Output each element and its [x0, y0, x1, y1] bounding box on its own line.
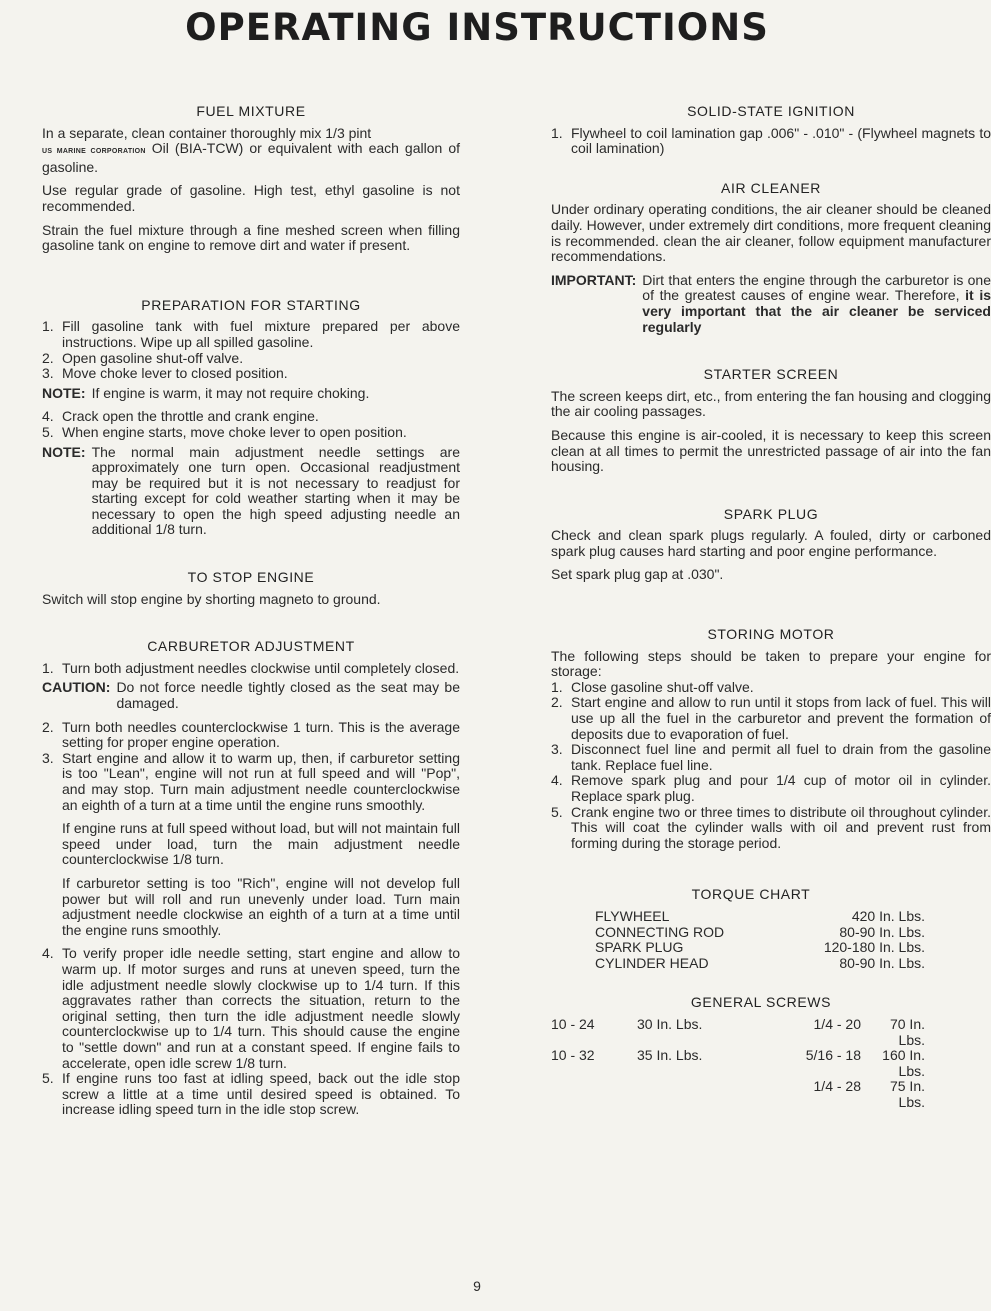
storing-section — [551, 627, 991, 851]
air-cleaner-section — [551, 181, 991, 335]
brand-name: US MARINE CORPORATION — [42, 148, 146, 156]
storing-intro: The following steps should be taken to prepare your engine for storage: — [551, 647, 991, 680]
list-item: 1. Turn both adjustment needles clockwise until completely closed. — [42, 659, 460, 676]
general-screws-heading: GENERAL SCREWS — [690, 994, 832, 1011]
torque-table — [595, 909, 925, 971]
table-cell: 80-90 In. Lbs. — [839, 923, 925, 940]
table-cell: 10 - 32 — [551, 1047, 595, 1064]
starter-screen-heading: STARTER SCREEN — [703, 366, 839, 383]
stop-engine-heading: TO STOP ENGINE — [187, 569, 315, 586]
ignition-heading: SOLID-STATE IGNITION — [687, 103, 855, 119]
list-item: 3. Move choke lever to closed position. — [42, 365, 288, 382]
list-item: 5. Crank engine two or three times to distribute oil throughout cylinder. This will coat the cylinder walls with oil and prevent rust from forming during the storage period. — [551, 803, 991, 851]
table-cell: 80-90 In. Lbs. — [839, 954, 925, 971]
spark-plug-heading: SPARK PLUG — [723, 505, 819, 522]
page-title: OPERATING INSTRUCTIONS — [185, 6, 769, 49]
fuel-mixture-para-2: Use regular grade of gasoline. High test, ethyl gasoline is not recommended. — [42, 182, 460, 214]
table-cell: 1/4 - 20 — [813, 1015, 861, 1032]
fuel-mixture-heading: FUEL MIXTURE — [196, 103, 306, 119]
stop-engine-section — [42, 570, 460, 607]
table-cell: 35 In. Lbs. — [637, 1047, 703, 1064]
screws-table — [551, 1017, 991, 1111]
list-item: 4. To verify proper idle needle setting, start engine and allow to warm up. If motor surges and runs at uneven speed, turn the idle adjustment needle slowly clockwise up to 1/4 turn. If this aggravates rather than corrects the situation, return to the original setting, then turn the idle adjustment needle slowly counterclockwise up to 1/4 turn. This should cause the engine to "settle down" and run at a constant speed. If engine fails to accelerate, open idle screw 1/8 turn. — [42, 945, 460, 1071]
carburetor-para-rich: If carburetor setting is too "Rich", engine will not develop full power but will roll and run unevenly under load. Turn main adjustment needle clockwise an eighth of a turn at a time until the engine runs smoothly. — [62, 874, 460, 938]
note-needle-settings: NOTE: The normal main adjustment needle settings are approximately one turn open. Occasional readjustment may be required but it is not necessary to readjust for starting except for cold weather starting when it may be necessary to open the high speed adjusting needle an additional 1/8 turn. — [42, 443, 460, 538]
table-cell: CONNECTING ROD — [595, 923, 725, 940]
list-item: 2. Open gasoline shut-off valve. — [42, 349, 244, 366]
page-number: 9 — [473, 1278, 481, 1294]
table-cell: 160 In. Lbs. — [882, 1047, 925, 1079]
starter-screen-para-2: Because this engine is air-cooled, it is necessary to keep this screen clean at all times to permit the unrestricted passage of air into the fan housing. — [551, 426, 991, 475]
fuel-mixture-para-3: Strain the fuel mixture through a fine meshed screen when filling gasoline tank on engine to remove dirt and water if present. — [42, 221, 460, 254]
starter-screen-section — [551, 367, 991, 475]
table-cell — [637, 1079, 787, 1110]
table-cell: SPARK PLUG — [595, 939, 684, 956]
list-item: 5. When engine starts, move choke lever to open position. — [42, 423, 407, 440]
list-item: 3. Start engine and allow it to warm up, then, if carburetor setting is too "Lean", engine will not run at full speed and will "Pop", and may stop. Turn main adjustment needle counterclockwise an eighth of a turn at a time until the engine runs smoothly. — [42, 749, 460, 813]
table-cell: CYLINDER HEAD — [595, 954, 709, 971]
air-cleaner-para: Under ordinary operating conditions, the air cleaner should be cleaned daily. However, under extremely dirt conditions, more frequent cleaning is recommended. clean the air cleaner, follow equipment manufacturer recommendations. — [551, 201, 991, 265]
stop-engine-text: Switch will stop engine by shorting magneto to ground. — [42, 590, 381, 607]
table-cell: 420 In. Lbs. — [851, 907, 925, 924]
spark-plug-section — [551, 507, 991, 583]
table-cell: 30 In. Lbs. — [637, 1015, 703, 1032]
storing-heading: STORING MOTOR — [707, 626, 835, 643]
table-cell: FLYWHEEL — [595, 907, 670, 924]
spark-plug-para-2: Set spark plug gap at .030". — [551, 566, 724, 583]
important-note: IMPORTANT: Dirt that enters the engine through the carburetor is one of the greatest causes of engine wear. Therefore, it is very important that the air cleaner be serviced regularly — [551, 271, 991, 335]
right-column — [551, 103, 991, 1111]
preparation-heading: PREPARATION FOR STARTING — [141, 296, 361, 313]
air-cleaner-heading: AIR CLEANER — [721, 179, 821, 196]
caution-note: CAUTION: Do not force needle tightly closed as the seat may be damaged. — [42, 679, 460, 712]
table-cell: 5/16 - 18 — [805, 1047, 861, 1064]
list-item: 1. Close gasoline shut-off valve. — [551, 678, 754, 695]
list-item: 1. Fill gasoline tank with fuel mixture prepared per above instructions. Wipe up all spilled gasoline. — [42, 318, 460, 350]
spark-plug-para-1: Check and clean spark plugs regularly. A fouled, dirty or carboned spark plug causes hard starting and poor engine performance. — [551, 527, 991, 559]
torque-chart-section — [551, 887, 991, 971]
table-cell: 75 In. Lbs. — [889, 1078, 925, 1110]
storing-steps — [551, 680, 991, 852]
torque-chart-heading: TORQUE CHART — [691, 886, 811, 903]
list-item: 1. Flywheel to coil lamination gap .006" - .010" - (Flywheel magnets to coil lamination) — [551, 124, 991, 157]
list-item: 5. If engine runs too fast at idling speed, back out the idle stop screw a little at a time until desired speed is obtained. To increase idling speed turn in the idle stop screw. — [42, 1070, 460, 1118]
general-screws-section — [551, 995, 991, 1110]
table-cell — [551, 1079, 633, 1110]
list-item: 4. Crack open the throttle and crank engine. — [42, 408, 319, 425]
fuel-mixture-para-1 — [42, 126, 460, 176]
carburetor-section — [42, 639, 460, 1118]
fuel-mixture-text-a: In a separate, clean container thoroughly mix 1/3 pint — [42, 124, 372, 141]
table-cell: 1/4 - 28 — [813, 1078, 861, 1095]
table-cell: 120-180 In. Lbs. — [823, 939, 925, 956]
list-item: 2. Start engine and allow to run until it stops from lack of fuel. This will use up all the fuel in the carburetor and prevent the formation of deposits due to evaporation of fuel. — [551, 694, 991, 742]
preparation-steps-b — [42, 409, 460, 440]
list-item: 2. Turn both needles counterclockwise 1 turn. This is the average setting for proper engine operation. — [42, 718, 460, 751]
starter-screen-para-1: The screen keeps dirt, etc., from entering the fan housing and clogging the air cooling passages. — [551, 387, 991, 420]
note-choking: NOTE: If engine is warm, it may not require choking. — [42, 384, 370, 401]
ignition-section — [551, 104, 991, 157]
fuel-mixture-section — [42, 104, 460, 254]
fuel-mixture-text-b: Oil (BIA-TCW) or equivalent with each gallon of gasoline. — [42, 140, 460, 175]
preparation-steps-a — [42, 319, 460, 381]
table-cell: 10 - 24 — [551, 1015, 595, 1032]
carburetor-heading: CARBURETOR ADJUSTMENT — [147, 638, 355, 655]
list-item: 3. Disconnect fuel line and permit all fuel to drain from the gasoline tank. Replace fuel line. — [551, 741, 991, 773]
left-column — [42, 104, 460, 1118]
carburetor-para-lean: If engine runs at full speed without load, but will not maintain full speed under load, turn the main adjustment needle counterclockwise 1/8 turn. — [62, 820, 460, 868]
list-item: 4. Remove spark plug and pour 1/4 cup of motor oil in cylinder. Replace spark plug. — [551, 772, 991, 804]
table-cell: 70 In. Lbs. — [889, 1015, 925, 1048]
preparation-section — [42, 298, 460, 538]
